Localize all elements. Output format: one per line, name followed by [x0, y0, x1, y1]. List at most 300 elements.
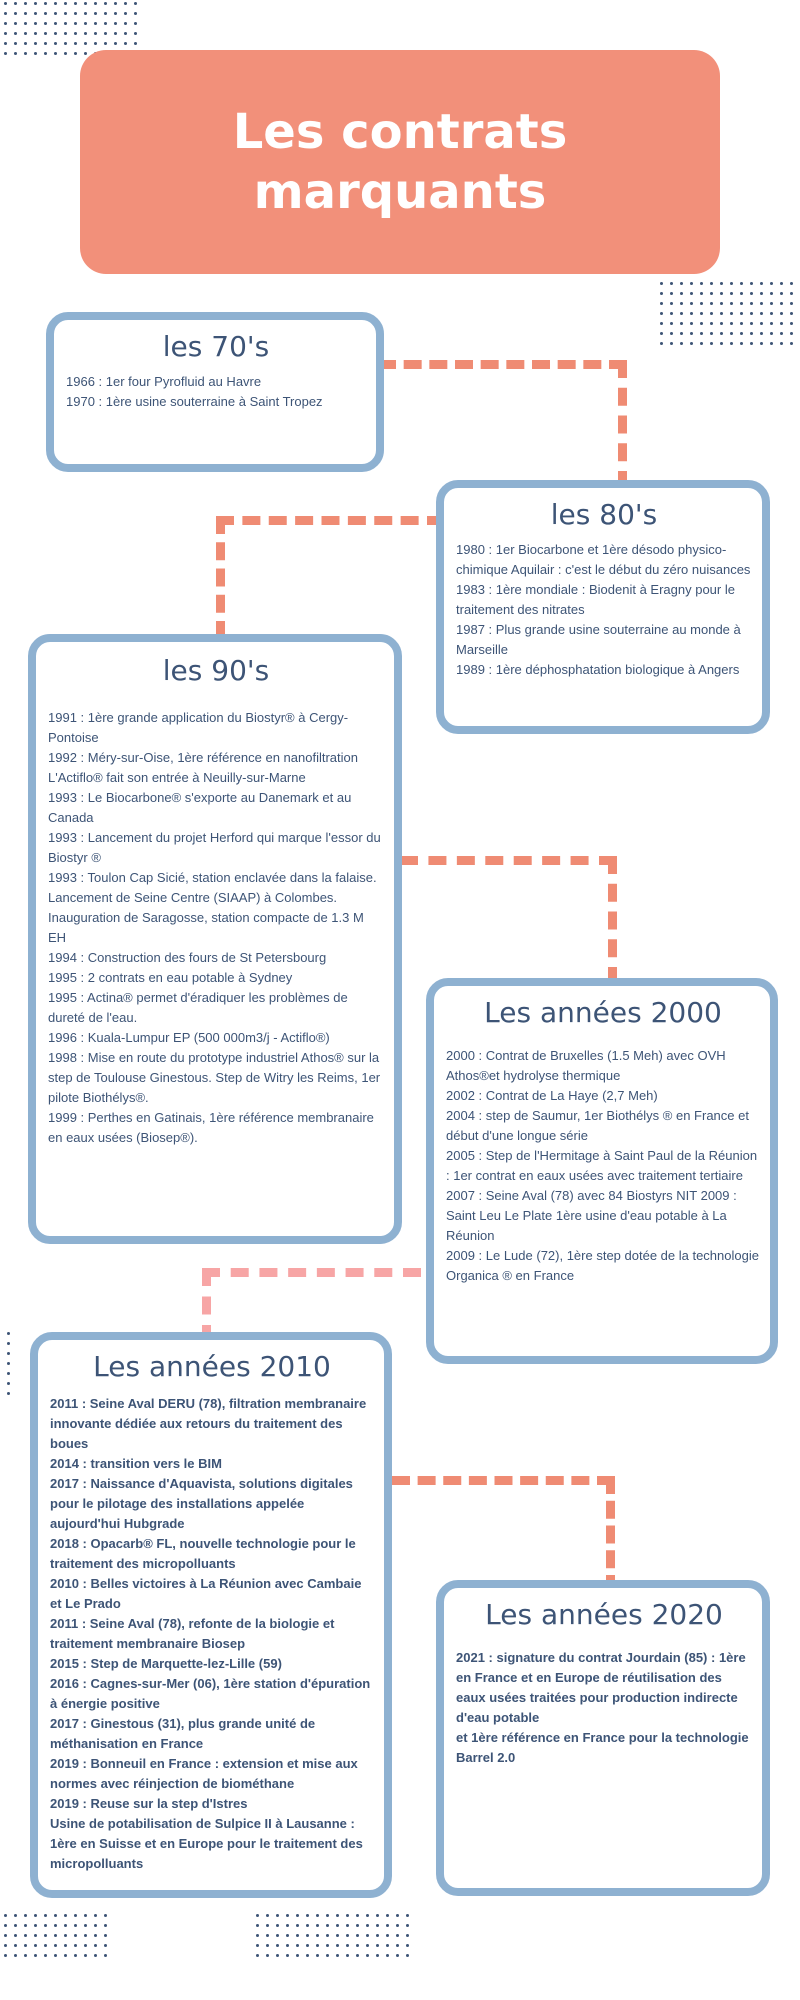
dot [286, 1914, 289, 1917]
dot [660, 302, 663, 305]
dot [276, 1954, 279, 1957]
dot [34, 1934, 37, 1937]
connector-70s-80s [378, 360, 627, 489]
entry: 1999 : Perthes en Gatinais, 1ère référence membranaire en eaux usées (Biosep®). [48, 1110, 374, 1145]
dot [104, 2, 107, 5]
dot [306, 1924, 309, 1927]
dot [296, 1944, 299, 1947]
dot [74, 1934, 77, 1937]
dot [780, 332, 783, 335]
dot [54, 1924, 57, 1927]
dot [730, 282, 733, 285]
dot [104, 1924, 107, 1927]
decade-title: les 70's [162, 330, 270, 363]
decade-card-2010 [30, 1332, 392, 1898]
dot [134, 2, 137, 5]
dot [7, 1362, 10, 1365]
dot [34, 2, 37, 5]
dot [34, 32, 37, 35]
entry: 2011 : Seine Aval DERU (78), filtration membranaire innovante dédiée aux retours du traitement des boues [50, 1396, 367, 1451]
dot [690, 292, 693, 295]
entry: 2016 : Cagnes-sur-Mer (06), 1ère station d'épuration à énergie positive [50, 1676, 371, 1711]
dot [14, 12, 17, 15]
entry: 2002 : Contrat de La Haye (2,7 Meh) [446, 1088, 658, 1103]
dot [406, 1954, 409, 1957]
dot [760, 342, 763, 345]
dot [44, 32, 47, 35]
dot [760, 302, 763, 305]
dot [14, 42, 17, 45]
dot [790, 302, 793, 305]
decade-entries [66, 372, 366, 412]
dot [730, 342, 733, 345]
dot [680, 312, 683, 315]
dot [266, 1924, 269, 1927]
dot [750, 322, 753, 325]
dot [740, 302, 743, 305]
page-title: Les contrats marquants [232, 104, 568, 220]
dot [690, 282, 693, 285]
dot [710, 322, 713, 325]
decade-title: Les années 2000 [484, 996, 722, 1029]
dot [266, 1934, 269, 1937]
dot [720, 282, 723, 285]
dot [396, 1954, 399, 1957]
dot [34, 1924, 37, 1927]
dot [750, 302, 753, 305]
dot [256, 1954, 259, 1957]
dot [124, 42, 127, 45]
dot [770, 302, 773, 305]
dot [690, 322, 693, 325]
dot [84, 52, 87, 55]
dot [366, 1954, 369, 1957]
dot [7, 1392, 10, 1395]
dot [34, 22, 37, 25]
dot [740, 342, 743, 345]
dot [54, 2, 57, 5]
dot [84, 12, 87, 15]
dot [376, 1944, 379, 1947]
decade-entries [456, 540, 752, 680]
dot [760, 282, 763, 285]
dot [4, 2, 7, 5]
dot [700, 322, 703, 325]
dot [134, 32, 137, 35]
dot [54, 32, 57, 35]
dot [366, 1944, 369, 1947]
dot [780, 292, 783, 295]
entry: 1995 : 2 contrats en eau potable à Sydney [48, 970, 293, 985]
decade-card-80s [436, 480, 770, 734]
dot [326, 1934, 329, 1937]
dot [104, 1914, 107, 1917]
dot [14, 1924, 17, 1927]
dot [44, 1914, 47, 1917]
dot [94, 2, 97, 5]
dot [54, 42, 57, 45]
entry: 1995 : Actina® permet d'éradiquer les problèmes de dureté de l'eau. [48, 990, 348, 1025]
dot [356, 1954, 359, 1957]
dot [760, 312, 763, 315]
dot [680, 302, 683, 305]
dot [710, 312, 713, 315]
connector-90s-2000 [400, 856, 617, 985]
decade-entries [48, 708, 384, 1148]
decade-card-2020 [436, 1580, 770, 1896]
dot [104, 1944, 107, 1947]
dot [276, 1944, 279, 1947]
decade-card-90s [28, 634, 402, 1244]
dot [336, 1934, 339, 1937]
entry: 2017 : Naissance d'Aquavista, solutions digitales pour le pilotage des installations appelée aujourd'hui Hubgrade [50, 1476, 353, 1531]
dot [34, 52, 37, 55]
entry: 2007 : Seine Aval (78) avec 84 Biostyrs NIT 2009 : Saint Leu Le Plate 1ère usine d'eau potable à La Réunion [446, 1188, 737, 1243]
dot [326, 1914, 329, 1917]
entry: 1980 : 1er Biocarbone et 1ère désodo physico-chimique Aquilair : c'est le début du zéro nuisances [456, 542, 751, 577]
dot [760, 332, 763, 335]
dot [44, 1934, 47, 1937]
dot [336, 1954, 339, 1957]
entry: 1996 : Kuala-Lumpur EP (500 000m3/j - Actiflo®) [48, 1030, 330, 1045]
dot [346, 1934, 349, 1937]
dot [7, 1332, 10, 1335]
dot [296, 1954, 299, 1957]
dot [286, 1924, 289, 1927]
dot [780, 312, 783, 315]
dot [14, 1944, 17, 1947]
dot [680, 342, 683, 345]
dot [346, 1944, 349, 1947]
dot [750, 282, 753, 285]
dot [114, 42, 117, 45]
dot [660, 292, 663, 295]
dot [44, 42, 47, 45]
entry: 2021 : signature du contrat Jourdain (85) : 1ère en France et en Europe de réutilisation des eaux usées traitées pour production indirecte d'eau potable [456, 1650, 746, 1725]
entry: 2014 : transition vers le BIM [50, 1456, 222, 1471]
dot [396, 1924, 399, 1927]
dot [94, 1944, 97, 1947]
dot [770, 342, 773, 345]
dot [336, 1944, 339, 1947]
dot [306, 1914, 309, 1917]
dot [4, 1944, 7, 1947]
dot [266, 1944, 269, 1947]
dot [406, 1924, 409, 1927]
dot [256, 1914, 259, 1917]
dot [54, 22, 57, 25]
dot [356, 1914, 359, 1917]
dot [64, 1924, 67, 1927]
dot [760, 292, 763, 295]
dot [660, 282, 663, 285]
entry: 1992 : Méry-sur-Oise, 1ère référence en nanofiltration [48, 750, 358, 765]
dot [256, 1924, 259, 1927]
dot [4, 52, 7, 55]
dot [74, 42, 77, 45]
entry: 2000 : Contrat de Bruxelles (1.5 Meh) avec OVH Athos®et hydrolyse thermique [446, 1048, 726, 1083]
entry: L'Actiflo® fait son entrée à Neuilly-sur-Marne [48, 770, 306, 785]
dot [4, 32, 7, 35]
dot [84, 42, 87, 45]
dot [790, 322, 793, 325]
dot [720, 332, 723, 335]
dot [104, 42, 107, 45]
dot [780, 282, 783, 285]
dot [4, 1934, 7, 1937]
decade-entries [446, 1046, 760, 1286]
dot [770, 312, 773, 315]
entry: 1991 : 1ère grande application du Biostyr® à Cergy-Pontoise [48, 710, 349, 745]
dot [376, 1954, 379, 1957]
dot [84, 1954, 87, 1957]
dot [690, 332, 693, 335]
dot [780, 302, 783, 305]
dot [44, 12, 47, 15]
dot [34, 1944, 37, 1947]
dot [670, 332, 673, 335]
dot [336, 1924, 339, 1927]
dot [54, 1944, 57, 1947]
entry: 2019 : Reuse sur la step d'Istres [50, 1796, 248, 1811]
dot [406, 1914, 409, 1917]
dot [104, 22, 107, 25]
dot [740, 292, 743, 295]
dot [74, 52, 77, 55]
dot [740, 282, 743, 285]
dot [14, 1954, 17, 1957]
dot [710, 292, 713, 295]
dot [770, 322, 773, 325]
dot [34, 1914, 37, 1917]
dot [74, 1914, 77, 1917]
dot [94, 1934, 97, 1937]
entry: 2005 : Step de l'Hermitage à Saint Paul de la Réunion : 1er contrat en eaux usées avec traitement tertiaire [446, 1148, 758, 1183]
dot [7, 1372, 10, 1375]
dot [750, 292, 753, 295]
dot [276, 1934, 279, 1937]
dot [790, 312, 793, 315]
dot [740, 312, 743, 315]
entry: 1993 : Toulon Cap Sicié, station enclavée dans la falaise. Lancement de Seine Centre (SIAAP) à Colombes. Inauguration de Saragosse, station compacte de 1.3 M EH [48, 870, 377, 945]
dot [376, 1924, 379, 1927]
dot [124, 2, 127, 5]
dot [286, 1934, 289, 1937]
dot [84, 1934, 87, 1937]
dot [700, 282, 703, 285]
dot [94, 32, 97, 35]
dot [670, 322, 673, 325]
dot [386, 1934, 389, 1937]
entry: 1987 : Plus grande usine souterraine au monde à Marseille [456, 622, 741, 657]
dot [14, 22, 17, 25]
dot [114, 12, 117, 15]
dot [670, 292, 673, 295]
dot [326, 1954, 329, 1957]
dot [770, 332, 773, 335]
dot [64, 12, 67, 15]
dot [64, 1914, 67, 1917]
connector-80s-90s [216, 516, 445, 639]
connector-2010-2020 [392, 1476, 615, 1593]
dot [64, 1944, 67, 1947]
dot [24, 2, 27, 5]
dot [710, 332, 713, 335]
dot [74, 2, 77, 5]
dot [670, 312, 673, 315]
dot [134, 12, 137, 15]
dot [386, 1944, 389, 1947]
dot [4, 22, 7, 25]
dot [720, 302, 723, 305]
dot [104, 1934, 107, 1937]
entry: 1989 : 1ère déphosphatation biologique à Angers [456, 662, 740, 677]
dot [670, 302, 673, 305]
entry: 1998 : Mise en route du prototype industriel Athos® sur la step de Toulouse Ginestous. Step de Witry les Reims, 1er pilote Biothélys®. [48, 1050, 381, 1105]
dot [770, 282, 773, 285]
entry: 2017 : Ginestous (31), plus grande unité de méthanisation en France [50, 1716, 316, 1751]
dot [346, 1924, 349, 1927]
dot [670, 342, 673, 345]
decade-title: les 90's [162, 654, 270, 687]
dot [296, 1934, 299, 1937]
entry: 1993 : Lancement du projet Herford qui marque l'essor du Biostyr ® [48, 830, 381, 865]
dot [74, 12, 77, 15]
dot [24, 42, 27, 45]
dot [326, 1924, 329, 1927]
dot [84, 1914, 87, 1917]
dot [64, 32, 67, 35]
decade-entries [456, 1648, 752, 1768]
dot [366, 1914, 369, 1917]
dot [406, 1934, 409, 1937]
entry: 2018 : Opacarb® FL, nouvelle technologie pour le traitement des micropolluants [50, 1536, 356, 1571]
dot [44, 1954, 47, 1957]
dot [326, 1944, 329, 1947]
entry: 2010 : Belles victoires à La Réunion avec Cambaie et Le Prado [50, 1576, 362, 1611]
entry: 1966 : 1er four Pyrofluid au Havre [66, 374, 262, 389]
dot [64, 1954, 67, 1957]
dot [44, 1944, 47, 1947]
dot [94, 1914, 97, 1917]
dot [7, 1342, 10, 1345]
dot [14, 2, 17, 5]
dot [740, 322, 743, 325]
dot [720, 292, 723, 295]
dot [396, 1934, 399, 1937]
dot [286, 1944, 289, 1947]
dot [34, 1954, 37, 1957]
dot [730, 312, 733, 315]
dot [64, 22, 67, 25]
dot [680, 282, 683, 285]
dot [790, 332, 793, 335]
dot [24, 1924, 27, 1927]
dot [14, 1934, 17, 1937]
dot [316, 1914, 319, 1917]
dot [730, 302, 733, 305]
dot [366, 1934, 369, 1937]
dot [690, 312, 693, 315]
dot [680, 292, 683, 295]
entry: 2011 : Seine Aval (78), refonte de la biologie et traitement membranaire Biosep [50, 1616, 335, 1651]
dot [4, 1914, 7, 1917]
dot [276, 1914, 279, 1917]
dot [730, 322, 733, 325]
dot [660, 322, 663, 325]
dot [54, 1914, 57, 1917]
dot [376, 1914, 379, 1917]
decade-entries [50, 1394, 374, 1874]
dot [84, 32, 87, 35]
dot [386, 1924, 389, 1927]
dot [356, 1924, 359, 1927]
title-banner [80, 50, 720, 274]
dot [700, 342, 703, 345]
dot [386, 1914, 389, 1917]
entry: 1970 : 1ère usine souterraine à Saint Tropez [66, 394, 323, 409]
dot [306, 1944, 309, 1947]
dot [124, 22, 127, 25]
dot [690, 342, 693, 345]
dot [710, 342, 713, 345]
dot [74, 32, 77, 35]
dot [74, 1954, 77, 1957]
decade-card-2000 [426, 978, 778, 1364]
dot [790, 292, 793, 295]
dot [64, 1934, 67, 1937]
dot [134, 42, 137, 45]
decade-card-70s [46, 312, 384, 472]
dot [680, 332, 683, 335]
dot [94, 12, 97, 15]
dot [24, 1934, 27, 1937]
dot [296, 1924, 299, 1927]
dot [64, 52, 67, 55]
dot [356, 1934, 359, 1937]
dot [24, 52, 27, 55]
dot [114, 22, 117, 25]
dot [750, 342, 753, 345]
dot [134, 22, 137, 25]
dot [680, 322, 683, 325]
dot [7, 1352, 10, 1355]
dot [94, 42, 97, 45]
dot [104, 1954, 107, 1957]
dot [700, 312, 703, 315]
dot [670, 282, 673, 285]
entry: 1994 : Construction des fours de St Petersbourg [48, 950, 327, 965]
entry: 2004 : step de Saumur, 1er Biothélys ® en France et début d'une longue série [446, 1108, 749, 1143]
dot [266, 1954, 269, 1957]
dot [84, 2, 87, 5]
dot [114, 32, 117, 35]
dot [94, 1924, 97, 1927]
entry: 2015 : Step de Marquette-lez-Lille (59) [50, 1656, 282, 1671]
dot [780, 342, 783, 345]
dot [396, 1914, 399, 1917]
dot [94, 22, 97, 25]
dot [114, 2, 117, 5]
dot [44, 52, 47, 55]
dot [780, 322, 783, 325]
dot [306, 1954, 309, 1957]
dot [124, 32, 127, 35]
dot [24, 1914, 27, 1917]
dot [730, 332, 733, 335]
dot [74, 22, 77, 25]
dot [14, 52, 17, 55]
